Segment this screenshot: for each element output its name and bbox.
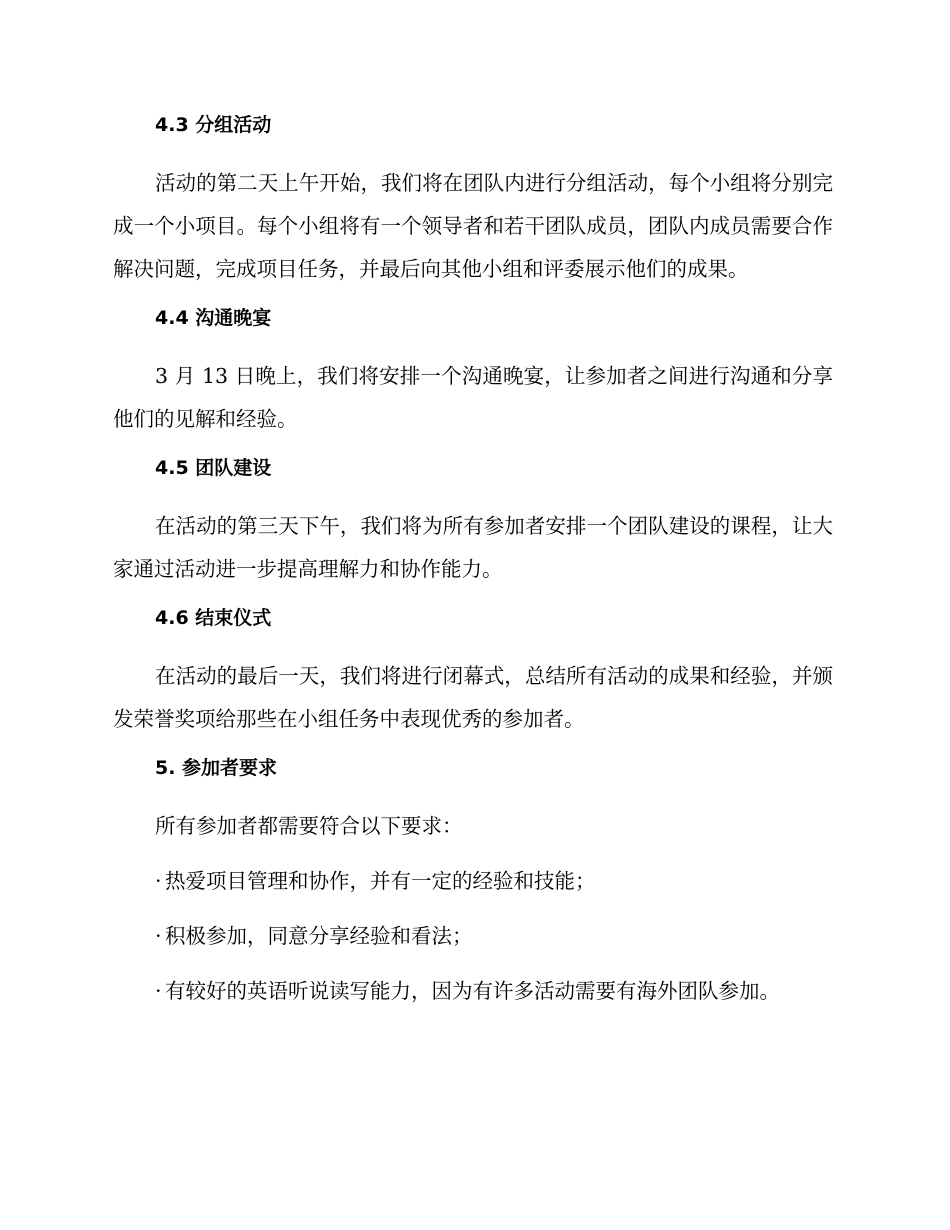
requirement-text: 有较好的英语听说读写能力，因为有许多活动需要有海外团队参加。 [165, 979, 780, 1003]
section-4-6 [113, 603, 833, 741]
section-heading: 4.3 分组活动 [155, 114, 272, 136]
bullet-icon: · [155, 869, 162, 893]
section-paragraph: 活动的第二天上午开始，我们将在团队内进行分组活动，每个小组将分别完成一个小项目。每个小组将有一个领导者和若干团队成员，团队内成员需要合作解决问题，完成项目任务，并最后向其他小组和评委展示他们的成果。 [113, 171, 833, 281]
requirement-item [113, 970, 833, 1013]
requirement-text: 积极参加，同意分享经验和看法； [165, 924, 473, 948]
section-heading: 4.4 沟通晚宴 [155, 307, 272, 329]
requirement-text: 热爱项目管理和协作，并有一定的经验和技能； [165, 869, 596, 893]
section-paragraph: 3 月 13 日晚上，我们将安排一个沟通晚宴，让参加者之间进行沟通和分享他们的见解和经验。 [113, 364, 833, 431]
section-heading: 4.6 结束仪式 [155, 607, 272, 629]
section-5-requirements [113, 753, 833, 1013]
requirement-item [113, 860, 833, 903]
section-heading: 5. 参加者要求 [155, 757, 278, 779]
requirement-item [113, 915, 833, 958]
section-paragraph: 在活动的最后一天，我们将进行闭幕式，总结所有活动的成果和经验，并颁发荣誉奖项给那些在小组任务中表现优秀的参加者。 [113, 664, 833, 731]
section-paragraph: 在活动的第三天下午，我们将为所有参加者安排一个团队建设的课程，让大家通过活动进一步提高理解力和协作能力。 [113, 514, 833, 581]
section-heading: 4.5 团队建设 [155, 457, 272, 479]
section-4-5 [113, 453, 833, 591]
bullet-icon: · [155, 924, 162, 948]
document-page [113, 110, 833, 1025]
requirements-intro: 所有参加者都需要符合以下要求： [155, 814, 463, 838]
section-4-4 [113, 303, 833, 441]
section-4-3 [113, 110, 833, 291]
bullet-icon: · [155, 979, 162, 1003]
